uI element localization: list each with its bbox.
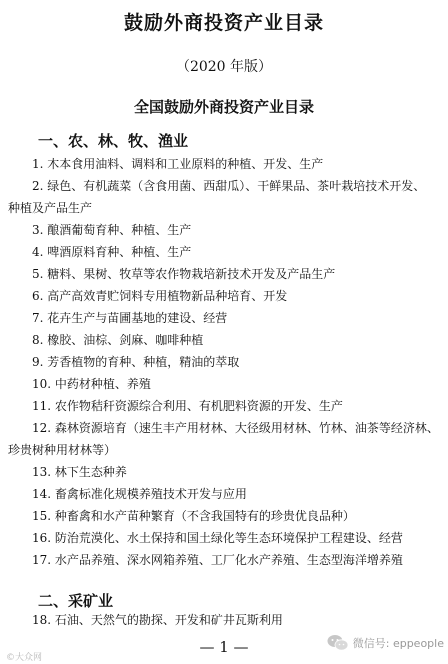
item-number: 1. [32, 157, 44, 171]
item-text: 木本食用油料、调料和工业原料的种植、开发、生产 [47, 157, 324, 171]
item-text: 糖料、果树、牧草等农作物栽培新技术开发及产品生产 [47, 267, 336, 281]
list-item-continuation [8, 440, 428, 461]
list-item [8, 610, 428, 631]
source-watermark: ©大众网 [6, 653, 43, 663]
item-number: 5. [32, 267, 44, 281]
item-number: 13. [32, 465, 52, 479]
list-item [8, 352, 428, 373]
item-text: 森林资源培育（速生丰产用材林、大径级用材林、竹林、油茶等经济林、 [54, 421, 439, 435]
item-number: 6. [32, 289, 44, 303]
list-item [8, 550, 428, 571]
item-number: 7. [32, 311, 44, 325]
list-item [8, 330, 428, 351]
item-number: 11. [32, 399, 52, 413]
item-text-continued: 种植及产品生产 [8, 201, 93, 215]
section-heading-agriculture: 一、农、林、牧、渔业 [38, 132, 189, 150]
catalog-subtitle: 全国鼓励外商投资产业目录 [133, 98, 314, 116]
item-number: 3. [32, 223, 44, 237]
item-text: 啤酒原料育种、种植、生产 [47, 245, 192, 259]
list-item [8, 484, 428, 505]
item-text: 绿色、有机蔬菜（含食用菌、西甜瓜）、干鲜果品、茶叶栽培技术开发、 [47, 179, 426, 193]
item-text: 高产高效青贮饲料专用植物新品种培育、开发 [47, 289, 288, 303]
item-number: 14. [32, 487, 52, 501]
item-text: 中药材种植、养殖 [54, 377, 151, 391]
item-text-continued: 珍贵树种用材林等） [8, 443, 117, 457]
item-text: 种畜禽和水产苗种繁育（不含我国特有的珍贵优良品种） [54, 509, 355, 523]
list-item [8, 308, 428, 329]
list-item [8, 176, 428, 197]
list-item-continuation [8, 198, 428, 219]
wechat-icon [327, 634, 349, 652]
item-text: 酿酒葡萄育种、种植、生产 [47, 223, 192, 237]
item-text: 水产品养殖、深水网箱养殖、工厂化水产养殖、生态型海洋增养殖 [54, 553, 403, 567]
list-item [8, 220, 428, 241]
item-text: 花卉生产与苗圃基地的建设、经营 [47, 311, 228, 325]
item-number: 8. [32, 333, 44, 347]
list-item [8, 506, 428, 527]
list-item [8, 264, 428, 285]
item-number: 9. [32, 355, 44, 369]
list-item [8, 528, 428, 549]
item-number: 18. [32, 613, 52, 627]
document-title: 鼓励外商投资产业目录 [123, 12, 324, 34]
item-text: 防治荒漠化、水土保持和国土绿化等生态环境保护工程建设、经营 [54, 531, 403, 545]
list-item [8, 418, 439, 439]
item-number: 15. [32, 509, 52, 523]
page-number: — 1 — [199, 638, 249, 656]
list-item [8, 374, 428, 395]
item-number: 17. [32, 553, 52, 567]
list-item [8, 462, 428, 483]
wechat-watermark [327, 634, 444, 652]
item-text: 石油、天然气的勘探、开发和矿井瓦斯利用 [54, 613, 283, 627]
item-number: 16. [32, 531, 52, 545]
item-text: 林下生态种养 [54, 465, 127, 479]
item-number: 2. [32, 179, 44, 193]
item-number: 10. [32, 377, 52, 391]
edition-label: （2020 年版） [175, 59, 273, 75]
list-item [8, 154, 428, 175]
item-text: 畜禽标准化规模养殖技术开发与应用 [54, 487, 247, 501]
section-heading-mining: 二、采矿业 [38, 592, 114, 610]
wechat-id: 微信号: eppeople [352, 637, 444, 650]
item-text: 橡胶、油棕、剑麻、咖啡种植 [47, 333, 204, 347]
item-number: 12. [32, 421, 52, 435]
list-item [8, 286, 428, 307]
list-item [8, 396, 428, 417]
item-text: 农作物秸秆资源综合利用、有机肥料资源的开发、生产 [54, 399, 343, 413]
list-item [8, 242, 428, 263]
item-number: 4. [32, 245, 44, 259]
item-text: 芳香植物的育种、种植，精油的萃取 [47, 355, 240, 369]
